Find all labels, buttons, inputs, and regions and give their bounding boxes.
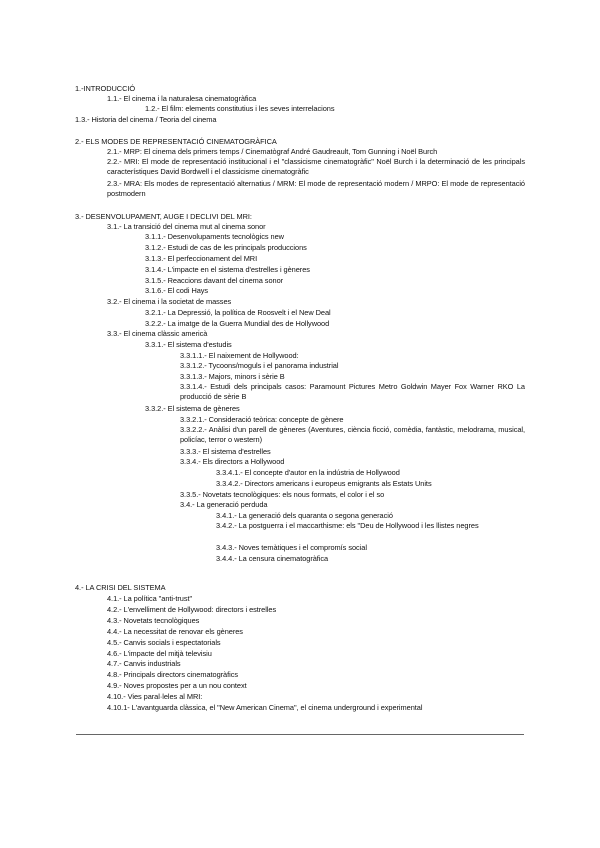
item-3-2: 3.2.- El cinema i la societat de masses	[107, 297, 232, 306]
item-4-2: 4.2.- L'envelliment de Hollywood: directors i estrelles	[107, 605, 277, 614]
item-3-3-1: 3.3.1.- El sistema d'estudis	[145, 340, 232, 349]
item-3-3-2: 3.3.2.- El sistema de gèneres	[145, 404, 240, 413]
item-3-1-4: 3.1.4.- L'impacte en el sistema d'estrelles i gèneres	[145, 265, 310, 274]
item-3-3-4: 3.3.4.- Els directors a Hollywood	[180, 457, 285, 466]
bottom-divider	[76, 734, 524, 735]
item-4-8: 4.8.- Principals directors cinematogràfics	[107, 670, 238, 679]
item-3-2-1: 3.2.1.- La Depressió, la política de Roosvelt i el New Deal	[145, 308, 331, 317]
item-4-1: 4.1.- La política "anti-trust"	[107, 594, 193, 603]
item-3-3-4-2: 3.3.4.2.- Directors americans i europeus emigrants als Estats Units	[216, 479, 432, 488]
item-3-3-1-3: 3.3.1.3.- Majors, minors i sèrie B	[180, 372, 285, 381]
item-4-5: 4.5.- Canvis socials i espectatorials	[107, 638, 221, 647]
item-3-1: 3.1.- La transició del cinema mut al cinema sonor	[107, 222, 266, 231]
item-3-4-4: 3.4.4.- La censura cinematogràfica	[216, 554, 329, 563]
item-1-3: 1.3.- Historia del cinema / Teoria del cinema	[75, 115, 217, 124]
item-3-3-1-1: 3.3.1.1.- El naixement de Hollywood:	[180, 351, 299, 360]
item-3-2-2: 3.2.2.- La imatge de la Guerra Mundial des de Hollywood	[145, 319, 330, 328]
item-1-1: 1.1.- El cinema i la naturalesa cinematogràfica	[107, 94, 257, 103]
item-3-1-2: 3.1.2.- Estudi de cas de les principals produccions	[145, 243, 307, 252]
item-2-1: 2.1.- MRP: El cinema dels primers temps / Cinematògraf André Gaudreault, Tom Gunning i Noël Burch	[107, 147, 438, 156]
section-2-title: 2.- ELS MODES DE REPRESENTACIÓ CINEMATOGRÀFICA	[75, 137, 277, 146]
item-2-3: 2.3.- MRA: Els modes de representació alternatius / MRM: El mode de representació modern / MRPO: El mode de representació postmodern	[107, 179, 525, 198]
item-3-3-2-1: 3.3.2.1.- Consideració teòrica: concepte de gènere	[180, 415, 344, 424]
item-4-6: 4.6.- L'impacte del mitjà televisiu	[107, 649, 212, 658]
item-3-1-1: 3.1.1.- Desenvolupaments tecnològics new	[145, 232, 284, 241]
item-3-3: 3.3.- El cinema clàssic americà	[107, 329, 208, 338]
item-1-2: 1.2.- El film: elements constitutius i les seves interrelacions	[145, 104, 335, 113]
item-3-1-3: 3.1.3.- El perfeccionament del MRI	[145, 254, 258, 263]
item-4-4: 4.4.- La necessitat de renovar els gèneres	[107, 627, 243, 636]
item-3-4: 3.4.- La generació perduda	[180, 500, 268, 509]
item-3-3-4-1: 3.3.4.1.- El concepte d'autor en la indústria de Hollywood	[216, 468, 400, 477]
section-3-title: 3.- DESENVOLUPAMENT, AUGE I DECLIVI DEL MRI:	[75, 212, 252, 221]
item-4-10: 4.10.- Vies paral·leles al MRI:	[107, 692, 203, 701]
item-3-3-5: 3.3.5.- Novetats tecnològiques: els nous formats, el color i el so	[180, 490, 385, 499]
item-3-3-3: 3.3.3.- El sistema d'estrelles	[180, 447, 271, 456]
item-3-1-5: 3.1.5.- Reaccions davant del cinema sonor	[145, 276, 284, 285]
item-3-3-2-2: 3.3.2.2.- Anàlisi d'un parell de gèneres (Aventures, ciència ficció, comèdia, fantàstic, melodrama, musical, policíac, terror o western)	[180, 425, 525, 444]
item-4-3: 4.3.- Novetats tecnològiques	[107, 616, 200, 625]
item-3-4-2: 3.4.2.- La postguerra i el maccarthisme: els "Deu de Hollywood i les llistes negres	[216, 521, 479, 530]
item-3-1-6: 3.1.6.- El codi Hays	[145, 286, 209, 295]
item-3-4-1: 3.4.1.- La generació dels quaranta o segona generació	[216, 511, 393, 520]
item-3-3-1-2: 3.3.1.2.- Tycoons/moguls i el panorama industrial	[180, 361, 339, 370]
section-4-title: 4.- LA CRISI DEL SISTEMA	[75, 583, 166, 592]
item-2-2: 2.2.- MRI: El mode de representació institucional i el "classicisme cinematogràfic" Noël Burch i la determinació de les principals característiques David Bordwell i el classicisme cinematogràfic	[107, 157, 525, 176]
item-3-4-3: 3.4.3.- Noves temàtiques i el compromís social	[216, 543, 367, 552]
item-4-7: 4.7.- Canvis industrials	[107, 659, 181, 668]
item-4-10-1: 4.10.1- L'avantguarda clàssica, el "New American Cinema", el cinema underground i experimental	[107, 703, 423, 712]
section-1-title: 1.-INTRODUCCIÓ	[75, 84, 136, 93]
item-4-9: 4.9.- Noves propostes per a un nou context	[107, 681, 247, 690]
item-3-3-1-4: 3.3.1.4.- Estudi dels principals casos: Paramount Pictures Metro Goldwin Mayer Fox Warner RKO La producció de sèrie B	[180, 382, 525, 401]
